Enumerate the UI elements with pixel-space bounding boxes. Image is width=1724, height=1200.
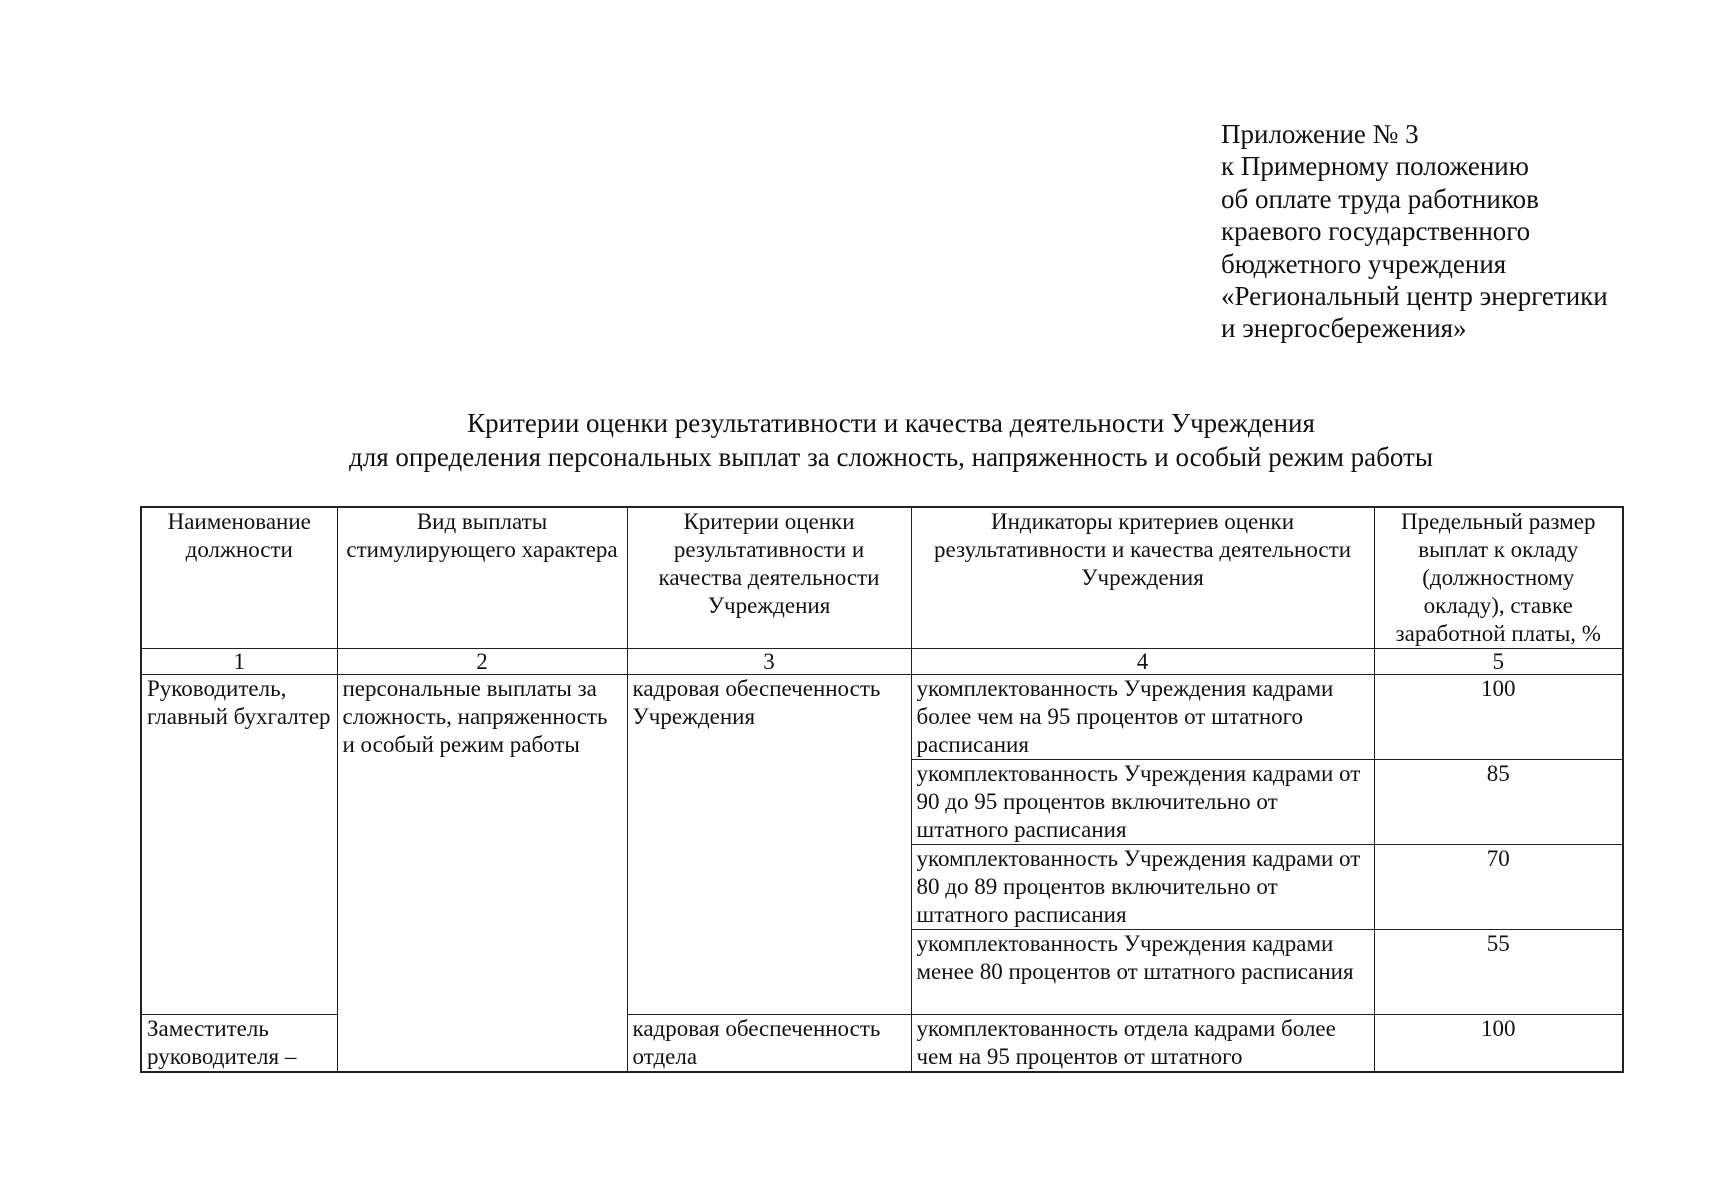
limit-cell: 55 (1374, 930, 1623, 1015)
indicator-cell: укомплектованность отдела кадрами более чем на 95 процентов от штатного (911, 1015, 1374, 1073)
limit-cell: 100 (1374, 1015, 1623, 1073)
column-number: 5 (1374, 649, 1623, 675)
limit-cell: 100 (1374, 675, 1623, 760)
criteria-table (140, 506, 1624, 1073)
position-cell: Заместитель руководителя – (141, 1015, 337, 1073)
title-line-2: для определения персональных выплат за сложность, напряженность и особый режим работы (349, 442, 1433, 472)
appendix-line: к Примерному положению (1221, 151, 1529, 182)
column-number-row (141, 649, 1623, 675)
header-indicator: Индикаторы критериев оценки результативности и качества деятельности Учреждения (911, 507, 1374, 649)
position-cell: Руководитель, главный бухгалтер (141, 675, 337, 1015)
appendix-line: «Региональный центр энергетики (1221, 281, 1608, 312)
criterion-cell: кадровая обеспеченность Учреждения (627, 675, 911, 1015)
appendix-block (1221, 118, 1608, 345)
column-number: 4 (911, 649, 1374, 675)
criterion-cell: кадровая обеспеченность отдела (627, 1015, 911, 1073)
appendix-line: Приложение № 3 (1221, 119, 1419, 149)
appendix-line: и энергосбережения» (1221, 313, 1467, 344)
table-header-row (141, 507, 1623, 649)
title-line-1: Критерии оценки результативности и качества деятельности Учреждения (467, 408, 1315, 438)
indicator-cell: укомплектованность Учреждения кадрами более чем на 95 процентов от штатного расписания (911, 675, 1374, 760)
appendix-line: бюджетного учреждения (1221, 248, 1507, 279)
column-number: 3 (627, 649, 911, 675)
header-criterion: Критерии оценки результативности и качества деятельности Учреждения (627, 507, 911, 649)
header-position: Наименование должности (141, 507, 337, 649)
column-number: 1 (141, 649, 337, 675)
column-number: 2 (337, 649, 627, 675)
indicator-cell: укомплектованность Учреждения кадрами от 80 до 89 процентов включительно от штатного расписания (911, 845, 1374, 930)
appendix-line: об оплате труда работников (1221, 183, 1539, 214)
payment-type-cell: персональные выплаты за сложность, напряженность и особый режим работы (337, 675, 627, 1073)
limit-cell: 85 (1374, 760, 1623, 845)
table-row (141, 675, 1623, 760)
indicator-cell: укомплектованность Учреждения кадрами менее 80 процентов от штатного расписания (911, 930, 1374, 1015)
header-payment-type: Вид выплаты стимулирующего характера (337, 507, 627, 649)
limit-cell: 70 (1374, 845, 1623, 930)
header-limit: Предельный размер выплат к окладу (должностному окладу), ставке заработной платы, % (1374, 507, 1623, 649)
document-title (0, 406, 1724, 474)
indicator-cell: укомплектованность Учреждения кадрами от 90 до 95 процентов включительно от штатного расписания (911, 760, 1374, 845)
appendix-line: краевого государственного (1221, 216, 1531, 247)
